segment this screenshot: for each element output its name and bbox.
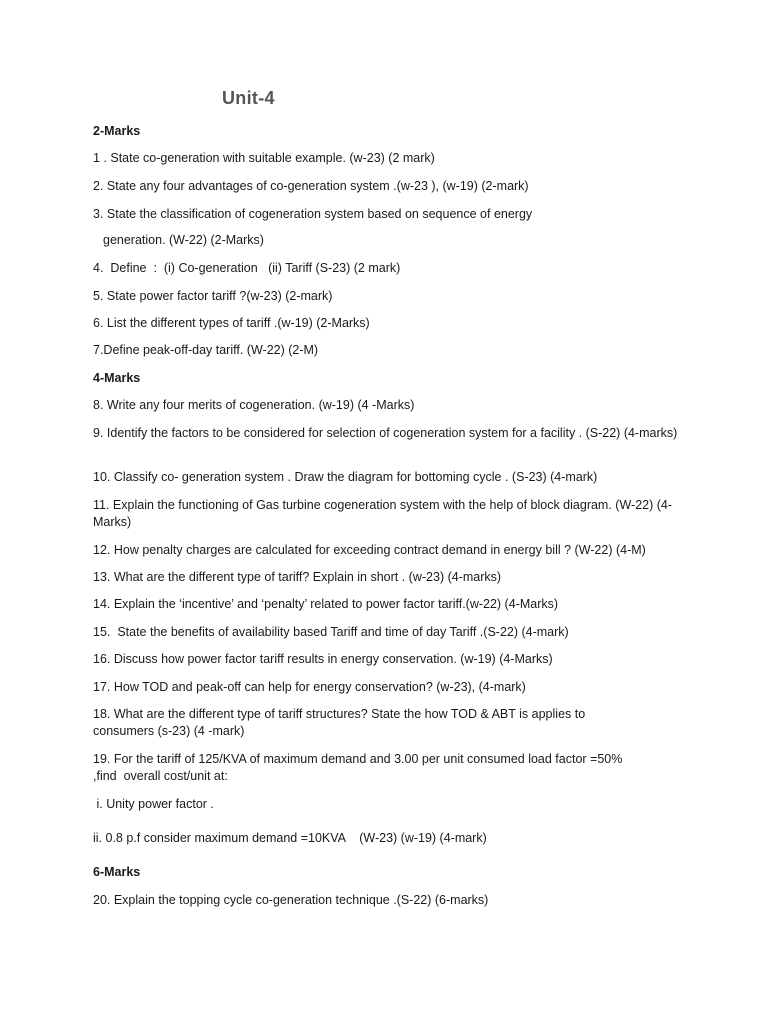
question-8: 8. Write any four merits of cogeneration. (w-19) (4 -Marks) [93,398,415,412]
question-15: 15. State the benefits of availability based Tariff and time of day Tariff .(S-22) (4-mark) [93,625,569,639]
question-18: 18. What are the different type of tariff structures? State the how TOD & ABT is applies to consumers (s-23) (4 -mark) [93,707,589,738]
question-16: 16. Discuss how power factor tariff results in energy conservation. (w-19) (4-Marks) [93,652,553,666]
question-4: 4. Define : (i) Co-generation (ii) Tariff (S-23) (2 mark) [93,261,401,275]
section-heading-4-marks: 4-Marks [93,371,141,385]
question-3-line-2: generation. (W-22) (2-Marks) [103,233,264,247]
section-heading-6-marks: 6-Marks [93,865,141,879]
section-heading-2-marks: 2-Marks [93,124,141,138]
page-title: Unit-4 [222,88,275,108]
question-6: 6. List the different types of tariff .(w-19) (2-Marks) [93,316,370,330]
question-3-line-1: 3. State the classification of cogeneration system based on sequence of energy [93,207,533,221]
question-10: 10. Classify co- generation system . Draw the diagram for bottoming cycle . (S-23) (4-mark) [93,470,598,484]
question-5: 5. State power factor tariff ?(w-23) (2-mark) [93,289,333,303]
question-1: 1 . State co-generation with suitable example. (w-23) (2 mark) [93,151,435,165]
question-17: 17. How TOD and peak-off can help for energy conservation? (w-23), (4-mark) [93,680,526,694]
question-19-part-i: i. Unity power factor . [93,797,214,811]
question-2: 2. State any four advantages of co-generation system .(w-23 ), (w-19) (2-mark) [93,179,529,193]
question-20: 20. Explain the topping cycle co-generation technique .(S-22) (6-marks) [93,893,489,907]
question-19: 19. For the tariff of 125/KVA of maximum demand and 3.00 per unit consumed load factor =50% ,find overall cost/unit at: [93,752,626,783]
question-9: 9. Identify the factors to be considered for selection of cogeneration system for a facility . (S-22) (4-marks) [93,426,678,440]
question-14: 14. Explain the ‘incentive’ and ‘penalty’ related to power factor tariff.(w-22) (4-Marks) [93,597,559,611]
question-11: 11. Explain the functioning of Gas turbine cogeneration system with the help of block diagram. (W-22) (4-Marks) [93,498,673,529]
question-19-part-ii: ii. 0.8 p.f consider maximum demand =10KVA (W-23) (w-19) (4-mark) [93,831,487,845]
question-12: 12. How penalty charges are calculated for exceeding contract demand in energy bill ? (W-22) (4-M) [93,543,646,557]
question-13: 13. What are the different type of tariff? Explain in short . (w-23) (4-marks) [93,570,502,584]
question-7: 7.Define peak-off-day tariff. (W-22) (2-M) [93,343,319,357]
